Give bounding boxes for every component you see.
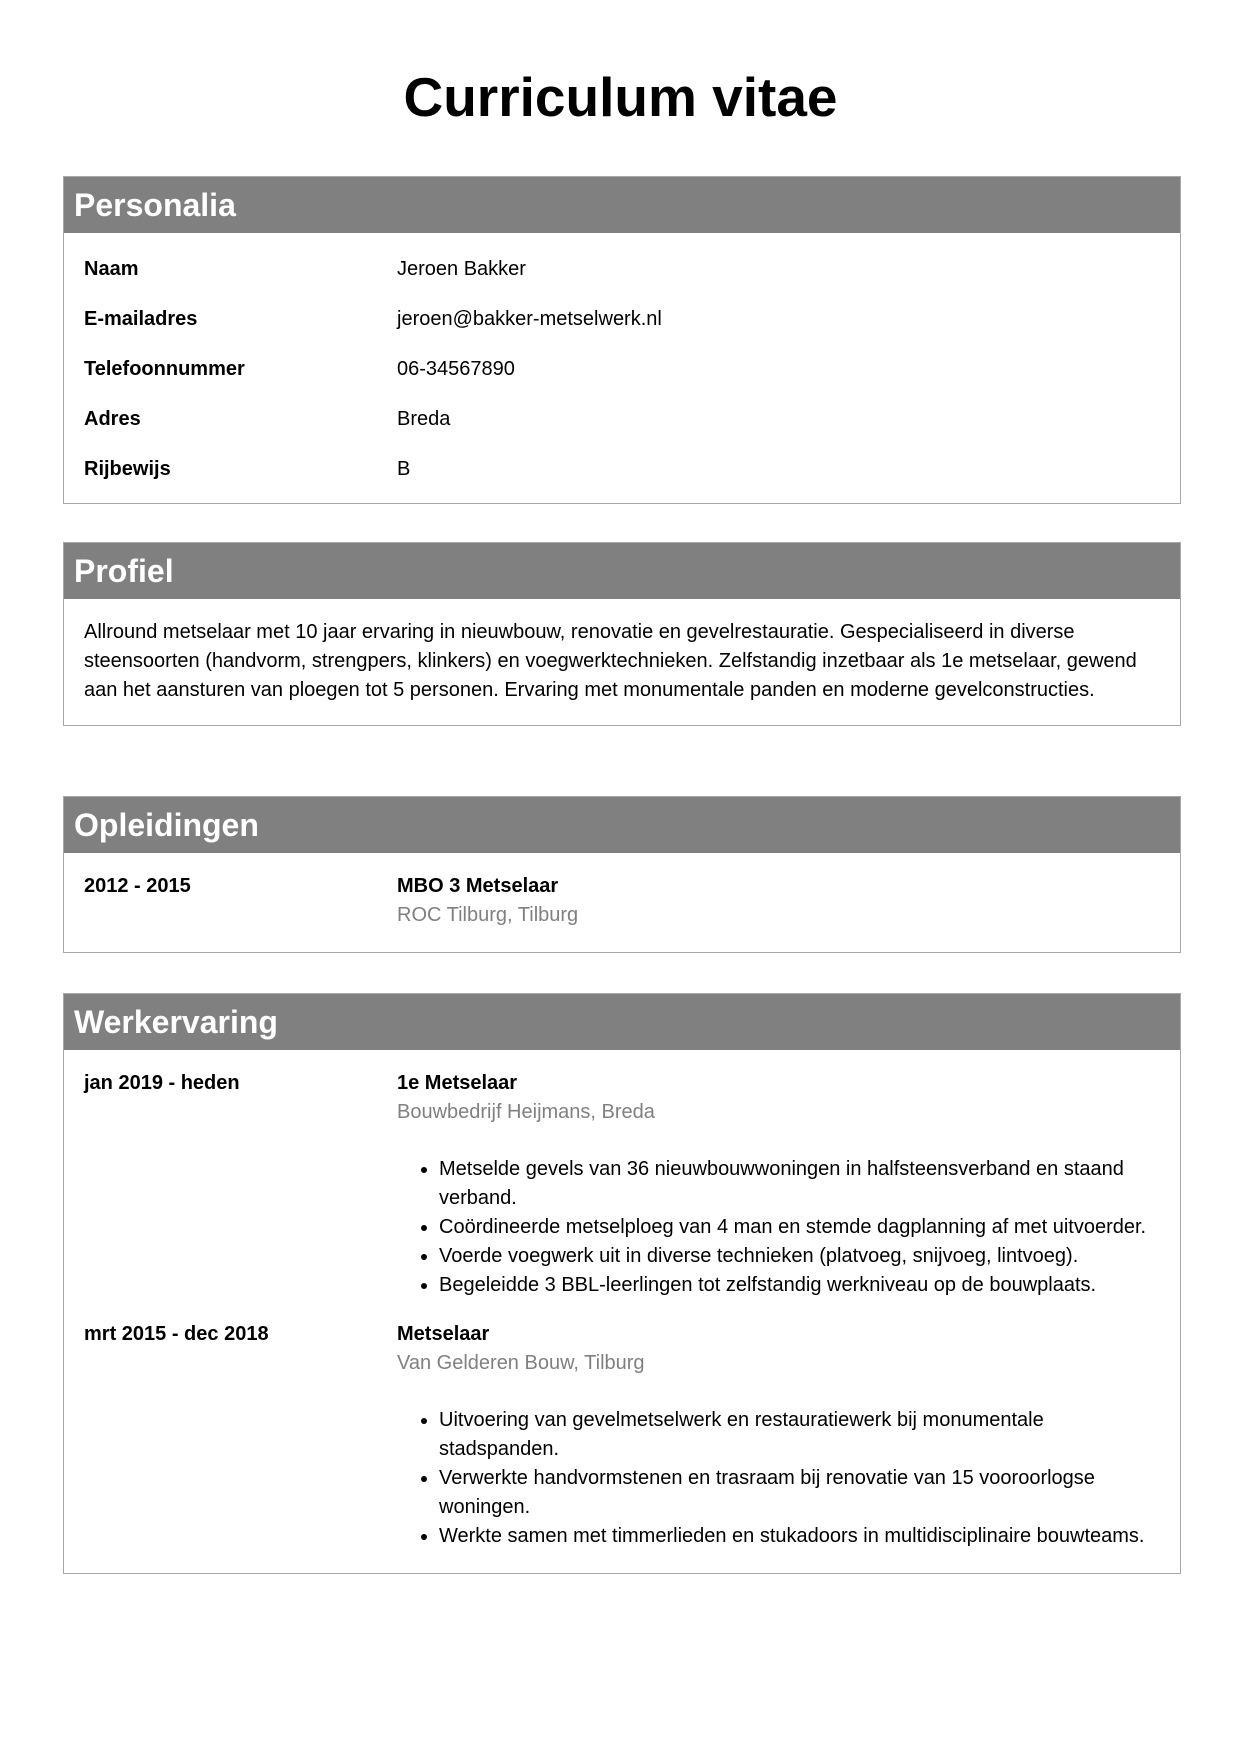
phone-label: Telefoonnummer	[84, 358, 245, 380]
license-label: Rijbewijs	[84, 458, 171, 480]
name-label: Naam	[84, 258, 139, 280]
job-tasks-list	[397, 1155, 1160, 1300]
profiel-section	[63, 542, 1181, 726]
education-institution: ROC Tilburg, Tilburg	[397, 904, 579, 926]
job-title: 1e Metselaar	[397, 1072, 518, 1094]
werkervaring-section	[63, 993, 1181, 1574]
job-employer: Van Gelderen Bouw, Tilburg	[397, 1352, 645, 1374]
personalia-row-email	[84, 294, 1160, 344]
personalia-heading: Personalia	[64, 177, 1180, 233]
job-tasks-list	[397, 1406, 1160, 1551]
job-period: mrt 2015 - dec 2018	[84, 1323, 269, 1345]
list-item: • Voerde voegwerk uit in diverse technieken (platvoeg, snijvoeg, lintvoeg).	[439, 1242, 1160, 1271]
address-label: Adres	[84, 408, 141, 430]
job-title: Metselaar	[397, 1323, 490, 1345]
job-entry	[84, 1050, 1160, 1300]
education-entry	[84, 853, 1160, 930]
education-period: 2012 - 2015	[84, 875, 191, 897]
email-value: jeroen@bakker-metselwerk.nl	[397, 308, 662, 330]
license-value: B	[397, 458, 411, 480]
job-period: jan 2019 - heden	[84, 1072, 240, 1094]
personalia-row-name	[84, 244, 1160, 294]
list-item: • Begeleidde 3 BBL-leerlingen tot zelfstandig werkniveau op de bouwplaats.	[439, 1271, 1160, 1300]
opleidingen-heading: Opleidingen	[64, 797, 1180, 853]
list-item: • Metselde gevels van 36 nieuwbouwwoningen in halfsteensverband en staand verband.	[439, 1155, 1160, 1213]
list-item: • Uitvoering van gevelmetselwerk en restauratiewerk bij monumentale stadspanden.	[439, 1406, 1160, 1464]
list-item: • Werkte samen met timmerlieden en stukadoors in multidisciplinaire bouwteams.	[439, 1522, 1160, 1551]
page-title: Curriculum vitae	[403, 66, 838, 128]
personalia-row-license	[84, 444, 1160, 494]
personalia-section	[63, 176, 1181, 504]
personalia-row-address	[84, 394, 1160, 444]
list-item: • Verwerkte handvormstenen en trasraam bij renovatie van 15 vooroorlogse woningen.	[439, 1464, 1160, 1522]
job-employer: Bouwbedrijf Heijmans, Breda	[397, 1101, 655, 1123]
personalia-row-phone	[84, 344, 1160, 394]
werkervaring-heading: Werkervaring	[64, 994, 1180, 1050]
phone-value: 06-34567890	[397, 358, 515, 380]
address-value: Breda	[397, 408, 451, 430]
job-entry	[84, 1300, 1160, 1551]
opleidingen-section	[63, 796, 1181, 953]
name-value: Jeroen Bakker	[397, 258, 526, 280]
profiel-heading: Profiel	[64, 543, 1180, 599]
email-label: E-mailadres	[84, 308, 198, 330]
list-item: • Coördineerde metselploeg van 4 man en stemde dagplanning af met uitvoerder.	[439, 1213, 1160, 1242]
profile-text: Allround metselaar met 10 jaar ervaring in nieuwbouw, renovatie en gevelrestauratie. Gespecialiseerd in diverse steensoorten (handvorm, strengpers, klinkers) en voegwerktechnieken. Zelfstandig inzetbaar als 1e metselaar, gewend aan het aansturen van ploegen tot 5 personen. Ervaring met monumentale panden en moderne gevelconstructies.	[84, 621, 1137, 701]
education-title: MBO 3 Metselaar	[397, 875, 559, 897]
